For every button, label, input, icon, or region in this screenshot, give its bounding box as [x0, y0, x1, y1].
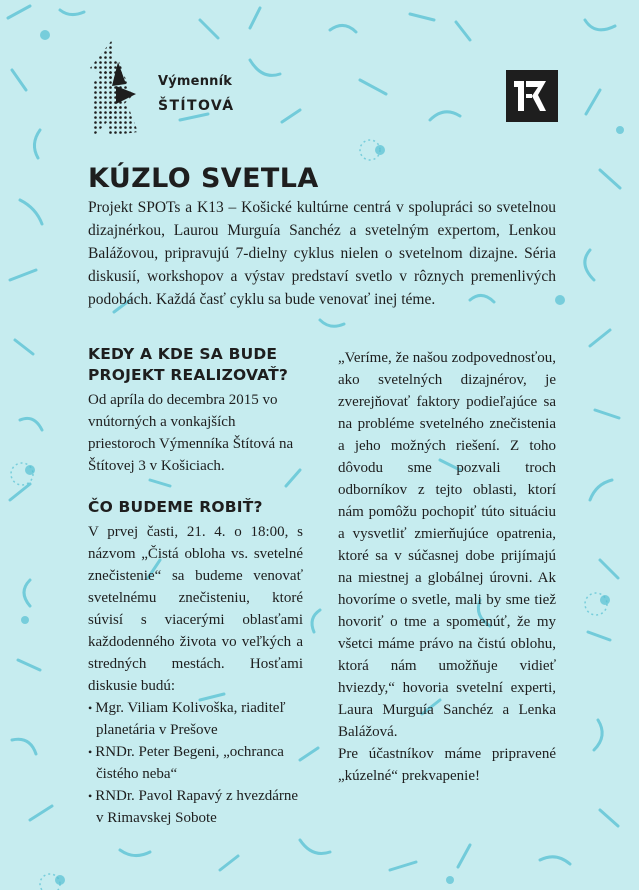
logo-line-2: ŠTÍTOVÁ	[158, 98, 235, 114]
guest-item: • RNDr. Pavol Rapavý z hvezdárne v Rimavskej Sobote	[88, 788, 299, 826]
what-text: V prvej časti, 21. 4. o 18:00, s názvom „Čistá obloha vs. svetelné znečistenie“ sa budeme venovať svetelnému znečisteniu, ktoré súvisí s viacerými oblasťami každodenného života vo veľkých a stredných mestách. Hosťami diskusie budú:	[88, 524, 303, 694]
k13-logo-icon	[506, 70, 558, 122]
guest-name: RNDr. Peter Begeni, „ochranca čistého neba“	[95, 744, 284, 782]
right-column	[338, 344, 556, 787]
guest-list	[88, 697, 303, 829]
closing-text: Pre účastníkov máme pripravené „kúzelné“ prekvapenie!	[338, 746, 556, 784]
logo-line-1: Výmenník	[158, 74, 233, 89]
logo-wordmark	[158, 74, 234, 114]
guest-item: • Mgr. Viliam Kolivoška, riaditeľ planetária v Prešove	[88, 700, 286, 738]
page-title: KÚZLO SVETLA	[88, 163, 319, 194]
left-column	[88, 344, 303, 829]
quote-text: „Veríme, že našou zodpovednosťou, ako svetelných dizajnérov, je zverejňovať faktory podieľajúce sa na probléme svetelného znečistenia a jeho možných riešení. Z toho dôvodu sme pozvali troch odborníkov z tejto oblasti, ktorí nám pomôžu pochopiť túto situáciu a vysvetliť zmierňujúce opatrenia, ktoré sa v súčasnej dobe prijímajú na miestnej a globálnej úrovni. Ak hovoríme o svetle, mali by sme tiež hovoriť o tme a spomenúť, že my všetci máme právo na čistú oblohu, ktorá nám umožňuje vidieť hviezdy,“ hovoria svetelní experti, Laura Murguía Sanchéz a Lenka Balážová.	[338, 350, 556, 740]
when-text: Od apríla do decembra 2015 vo vnútorných a vonkajších priestoroch Výmenníka Štítová na Štítovej 3 v Košiciach.	[88, 392, 294, 474]
guest-item: • RNDr. Peter Begeni, „ochranca čistého neba“	[88, 744, 284, 782]
guest-name: Mgr. Viliam Kolivoška, riaditeľ planetária v Prešove	[95, 700, 286, 738]
intro-paragraph: Projekt SPOTs a K13 – Košické kultúrne centrá v spolupráci so svetelnou dizajnérkou, Laurou Murguía Sanchéz a svetelným expertom, Lenkou Balážovou, pripravujú 7-dielny cyklus nielen o svetelnom dizajne. Séria diskusií, workshopov a výstav predstaví svetlo v rôznych premenlivých podobách. Každá časť cyklu sa bude venovať inej téme.	[88, 199, 556, 308]
vymennik-logo-icon	[88, 40, 146, 138]
when-heading: KEDY A KDE SA BUDE PROJEKT REALIZOVAŤ?	[88, 345, 289, 384]
what-heading: ČO BUDEME ROBIŤ?	[88, 498, 263, 516]
guest-name: RNDr. Pavol Rapavý z hvezdárne v Rimavskej Sobote	[95, 788, 299, 826]
